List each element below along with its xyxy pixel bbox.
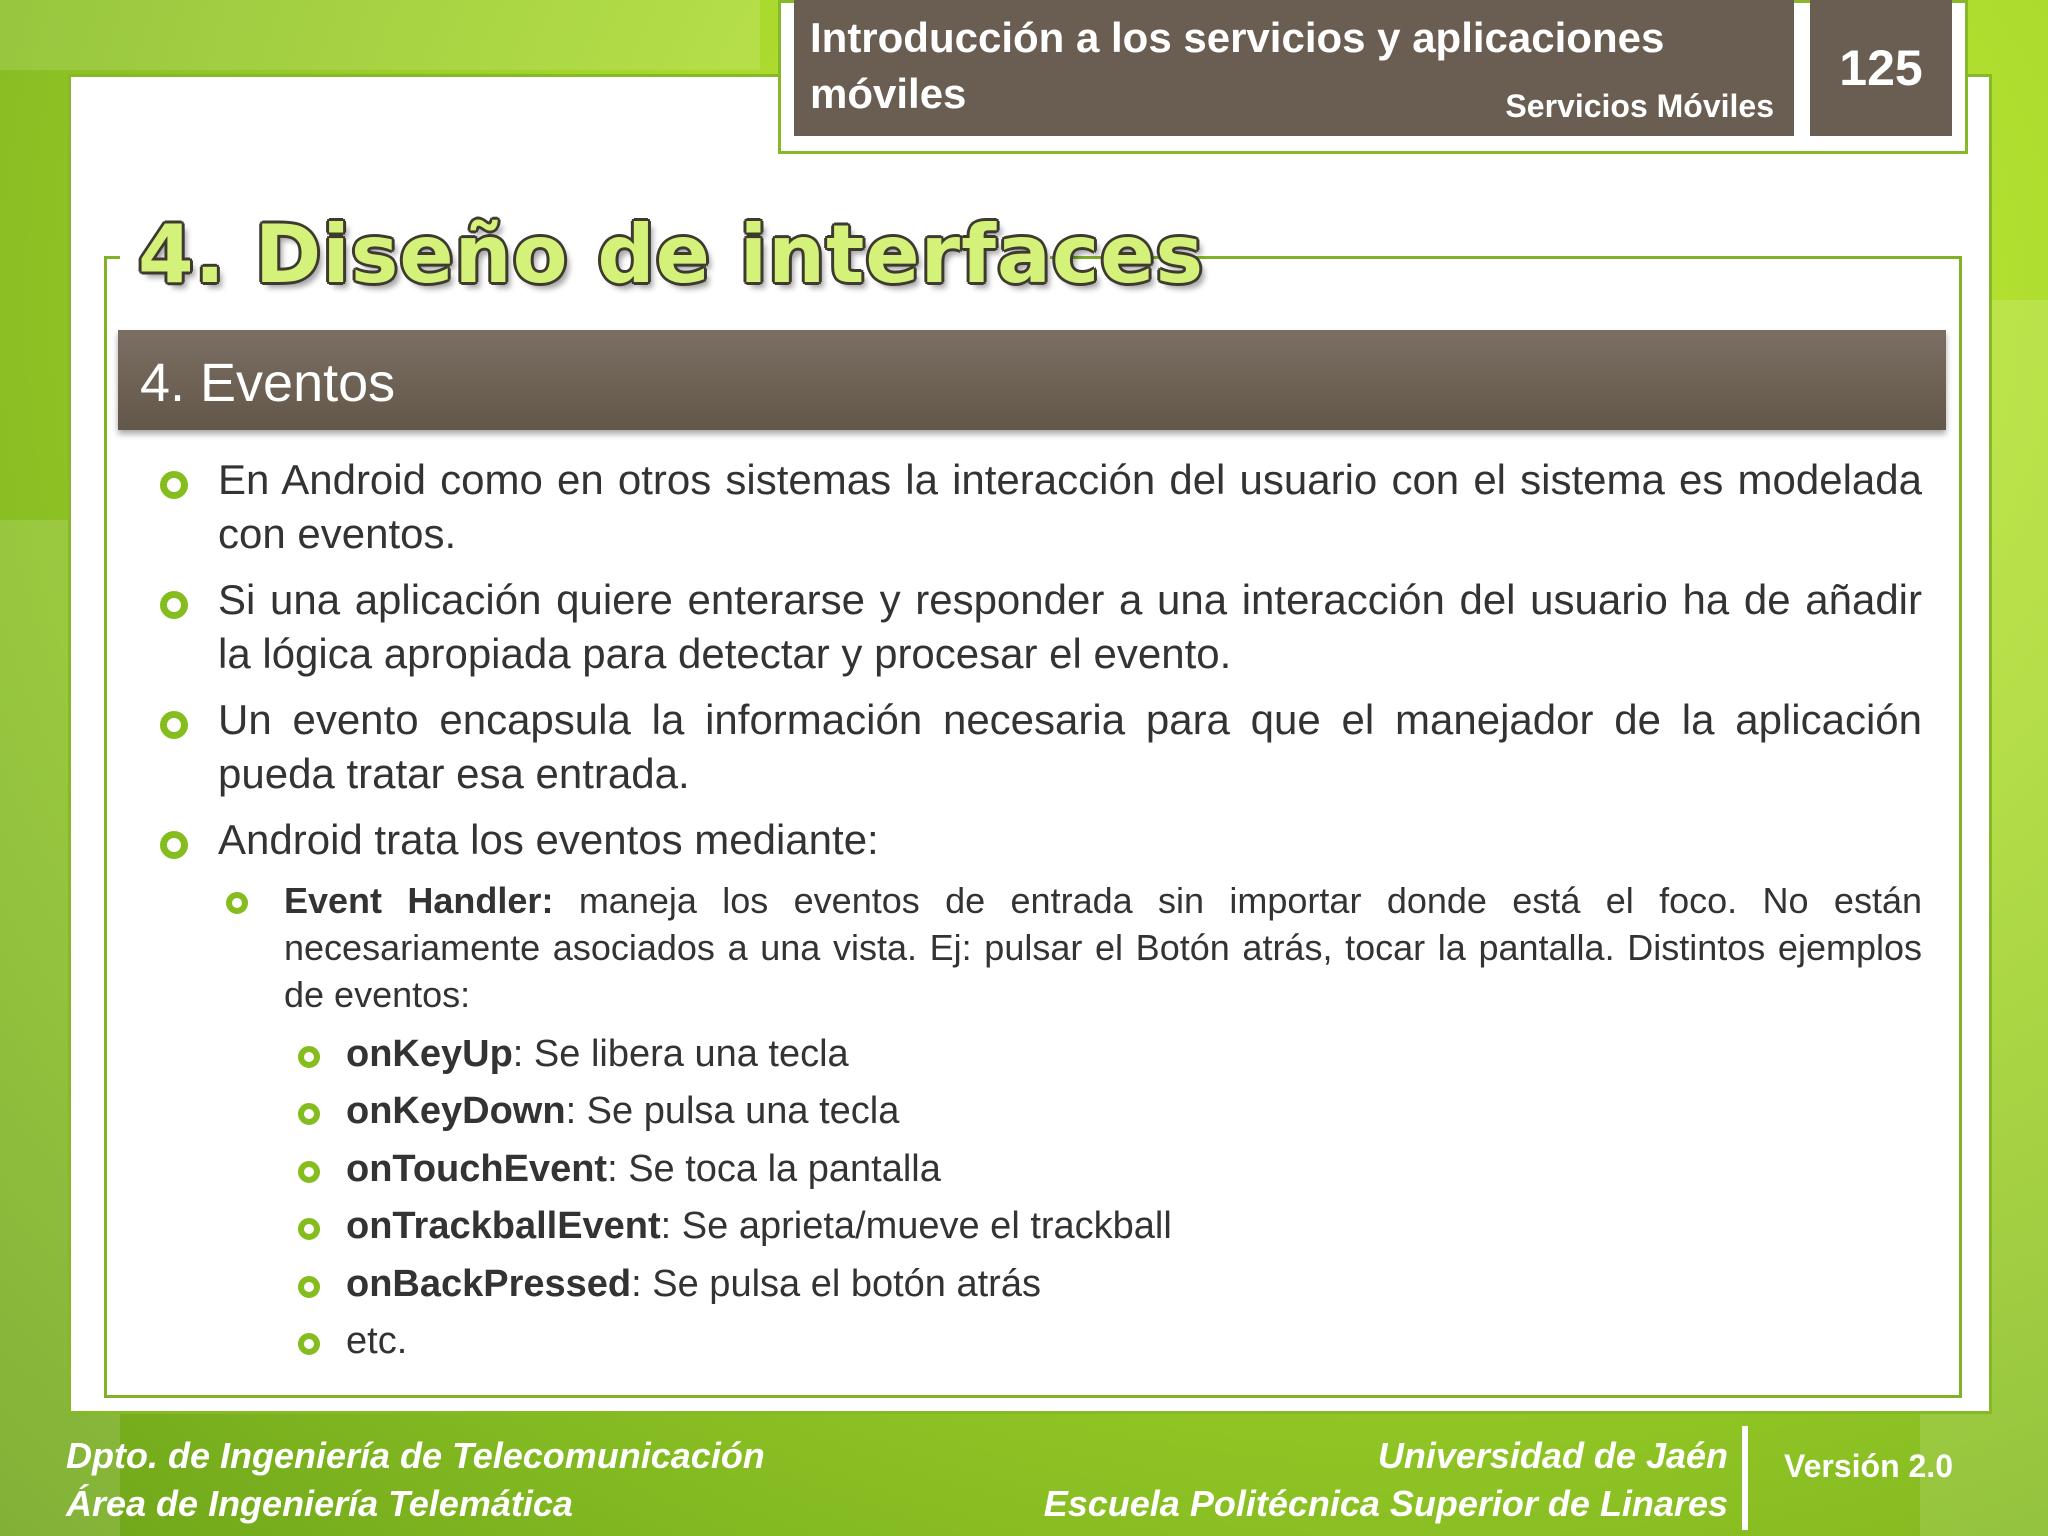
event-name: onTouchEvent	[346, 1148, 608, 1190]
course-subtitle: Servicios Móviles	[1505, 88, 1774, 124]
event-desc: : Se pulsa una tecla	[565, 1090, 900, 1132]
event-bullet-icon	[298, 1161, 320, 1183]
event-desc: : Se aprieta/mueve el trackball	[660, 1205, 1172, 1247]
event-bullet-icon	[298, 1333, 320, 1355]
footer-version: Versión 2.0	[1784, 1448, 1953, 1484]
event-name: onKeyDown	[346, 1090, 566, 1132]
bullet-text: Un evento encapsula la información necesaria para que el manejador de la aplicación pueda tratar esa entrada.	[218, 696, 1922, 797]
page-number: 125	[1810, 0, 1952, 136]
footer-department	[66, 1432, 765, 1528]
event-item	[346, 1261, 1846, 1307]
footer-dept-line1: Dpto. de Ingeniería de Telecomunicación	[66, 1435, 765, 1476]
sub-bullet-text	[284, 877, 1922, 1018]
footer-univ-line2: Escuela Politécnica Superior de Linares	[1043, 1483, 1728, 1524]
event-desc: : Se libera una tecla	[512, 1033, 849, 1075]
section-title: 4. Eventos	[140, 353, 396, 413]
footer-dept-line2: Área de Ingeniería Telemática	[66, 1483, 573, 1524]
event-name: onKeyUp	[346, 1033, 513, 1075]
page-title: 4. Diseño de interfaces	[138, 208, 1205, 301]
footer-univ-line1: Universidad de Jaén	[1377, 1435, 1728, 1476]
event-desc: : Se toca la pantalla	[607, 1148, 941, 1190]
event-item	[346, 1318, 1846, 1364]
bullet-text: Android trata los eventos mediante:	[218, 816, 879, 863]
bullet-icon	[160, 831, 188, 859]
event-name: onTrackballEvent	[346, 1205, 661, 1247]
event-item	[346, 1146, 1846, 1192]
event-desc: etc.	[346, 1320, 408, 1362]
event-desc: : Se pulsa el botón atrás	[631, 1263, 1041, 1305]
event-bullet-icon	[298, 1103, 320, 1125]
event-bullet-icon	[298, 1276, 320, 1298]
sub-bullet-description: maneja los eventos de entrada sin importar donde está el foco. No están necesariamente asociados a una vista. Ej: pulsar el Botón atrás, tocar la pantalla. Distintos ejemplos de eventos:	[284, 880, 1922, 1015]
sub-bullet-icon	[226, 892, 248, 914]
event-item	[346, 1031, 1846, 1077]
event-bullet-icon	[298, 1218, 320, 1240]
event-item	[346, 1203, 1846, 1249]
event-item	[346, 1088, 1846, 1134]
bullet-icon	[160, 471, 188, 499]
bullet-text: En Android como en otros sistemas la interacción del usuario con el sistema es modelada con eventos.	[218, 456, 1922, 557]
sub-bullet-term: Event Handler:	[284, 880, 554, 921]
footer-divider	[1742, 1426, 1748, 1530]
bullet-text: Si una aplicación quiere enterarse y responder a una interacción del usuario ha de añadir la lógica apropiada para detectar y procesar el evento.	[218, 576, 1922, 677]
bullet-icon	[160, 711, 188, 739]
event-name: onBackPressed	[346, 1263, 632, 1305]
bullet-icon	[160, 591, 188, 619]
footer-university	[1044, 1432, 1728, 1528]
event-bullet-icon	[298, 1046, 320, 1068]
course-title: Introducción a los servicios y aplicaciones móviles	[810, 14, 1665, 117]
